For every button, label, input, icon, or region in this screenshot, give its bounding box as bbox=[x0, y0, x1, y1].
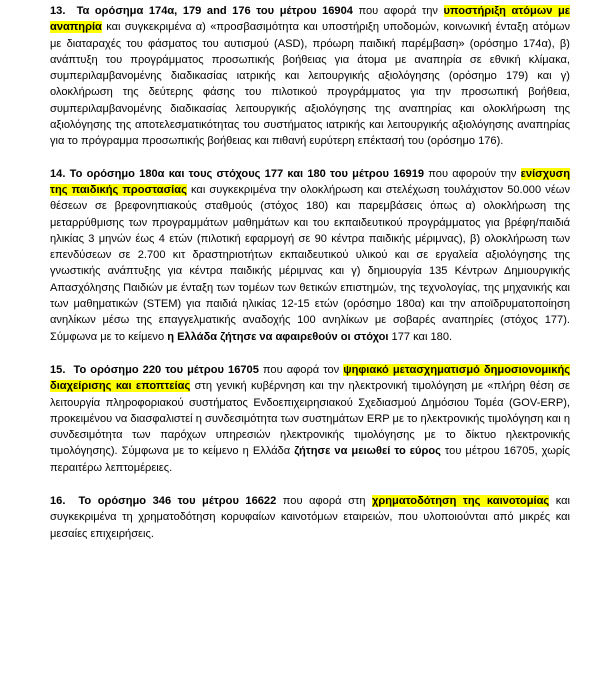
list-item-13 bbox=[50, 3, 570, 150]
item-lead: Τα ορόσημα 174α, 179 and 176 του μέτρου 16904 bbox=[76, 5, 353, 17]
list-item-16 bbox=[50, 493, 570, 542]
item-number: 13. bbox=[50, 5, 66, 17]
item-number: 14. bbox=[50, 167, 66, 180]
item-highlight: ενίσχυση της παιδικής προστασίας bbox=[50, 167, 570, 196]
item-connector: που αφορούν την bbox=[424, 167, 521, 180]
item-number: 15. bbox=[50, 363, 66, 376]
list-item-14 bbox=[50, 166, 570, 345]
item-body: και συγκεκριμένα τη χρηματοδότηση κορυφαίων καινοτόμων εταιρειών, που υλοποιούνται από μικρές και μεσαίες επιχειρήσεις. bbox=[50, 495, 570, 540]
item-body: και συγκεκριμένα α) «προσβασιμότητα και υποστήριξη υποδομών, κοινωνική ένταξη ατόμων με διαταραχές του φάσματος του αυτισμού (ASD), πρόωρη παιδική παρέμβαση» (ορόσημο 174α), β) ανάπτυξη του προγράμματος προσωπικής βοήθειας για άτομα με αναπηρία σε εθνική κλίμακα, συμπεριλαμβανομένης διαδικασίας ιατρικής και λειτουργικής αξιολόγησης (ορόσημο 179) και γ) ολοκλήρωση της δεύτερης φάσης του πιλοτικού προγράμματος για την προσωπική βοήθεια, συμπεριλαμβανομένης διαδικασίας λειτουργικής αξιολόγησης της αναπηρίας και ολοκλήρωση της αξιολόγησης της αποτελεσματικότητας του συστήματος ιατρικής και λειτουργικής αξιολόγησης αναπηρίας για το πρόγραμμα προσωπικής βοήθειας και πιθανή ευρύτερη επέκτασή του (ορόσημο 176). bbox=[50, 21, 570, 148]
item-body: και συγκεκριμένα την ολοκλήρωση και στελέχωση τουλάχιστον 50.000 νέων θέσεων σε βρεφονηπιακούς σταθμούς (στόχος 180) και παρεμβάσεις όπως α) ολοκλήρωση της μεταρρύθμισης των προγραμμάτων μαθημάτων και του εκπαιδευτικού προγράμματος για βρέφη/παιδιά ηλικίας 3 μηνών έως 4 ετών (πιλοτική εφαρμογή σε 90 κέντρα παιδικής μέριμνας), β) ολοκλήρωση των επενδύσεων σε 2.700 κιτ δραστηριοτήτων εκπαιδευτικού υλικού και σε εργαλεία αξιολόγησης της γνωστικής ανάπτυξης για κέντρα παιδικής μέριμνας και γ) δημιουργία 135 Κέντρων Δημιουργικής Απασχόλησης Παιδιών με ένταξη των τομέων των θετικών επιστημών, της τεχνολογίας, της μηχανικής και των μαθηματικών (STEM) για παιδιά ηλικίας 12-15 ετών (ορόσημο 180α) και την αποϊδρυματοποίηση ανηλίκων μέσω της επαγγελματικής αναδοχής 100 ανηλίκων με σοβαρές αναπηρίες (στόχος 177). Σύμφωνα με το κείμενο bbox=[50, 183, 570, 343]
item-highlight: ψηφιακό μετασχηματισμό δημοσιονομικής διαχείρισης και εποπτείας bbox=[50, 363, 570, 393]
list-item-15 bbox=[50, 362, 570, 476]
document-page bbox=[50, 0, 570, 542]
item-highlight: χρηματοδότηση της καινοτομίας bbox=[372, 495, 550, 508]
item-body: στη γενική κυβέρνηση και την ηλεκτρονική τιμολόγηση με «πλήρη θέση σε λειτουργία πληροφοριακού συστήματος Ενδοεπιχειρησιακού Σχεδιασμού Δημόσιου Τομέα (GOV-ERP), προκειμένου να διασφαλιστεί η συνδεσιμότητα των συστημάτων ERP με το ηλεκτρονικής τιμολόγηση και η συνδεσιμότητα των παρόχων υπηρεσιών ηλεκτρονικής τιμολόγησης με το δίκτυο ηλεκτρονικής τιμολόγησης). Σύμφωνα με το κείμενο η Ελλάδα bbox=[50, 380, 570, 458]
item-lead: Το ορόσημο 180α και τους στόχους 177 και 180 του μέτρου 16919 bbox=[69, 167, 425, 180]
item-highlight: υποστήριξη ατόμων με αναπηρία bbox=[50, 5, 570, 34]
item-tail-bold: η Ελλάδα ζήτησε να αφαιρεθούν οι στόχοι bbox=[167, 330, 389, 343]
item-lead: Το ορόσημο 346 του μέτρου 16622 bbox=[78, 495, 277, 508]
item-connector: που αφορά την bbox=[352, 5, 444, 17]
item-number: 16. bbox=[50, 495, 66, 508]
item-tail-bold: ζήτησε να μειωθεί το εύρος bbox=[294, 445, 441, 458]
item-connector: που αφορά στη bbox=[276, 495, 373, 508]
item-tail: 177 και 180. bbox=[388, 330, 453, 343]
item-tail: του μέτρου 16705, χωρίς περαιτέρω λεπτομέρειες. bbox=[50, 445, 570, 474]
item-connector: που αφορά τον bbox=[258, 363, 344, 376]
item-lead: Το ορόσημο 220 του μέτρου 16705 bbox=[73, 363, 259, 376]
